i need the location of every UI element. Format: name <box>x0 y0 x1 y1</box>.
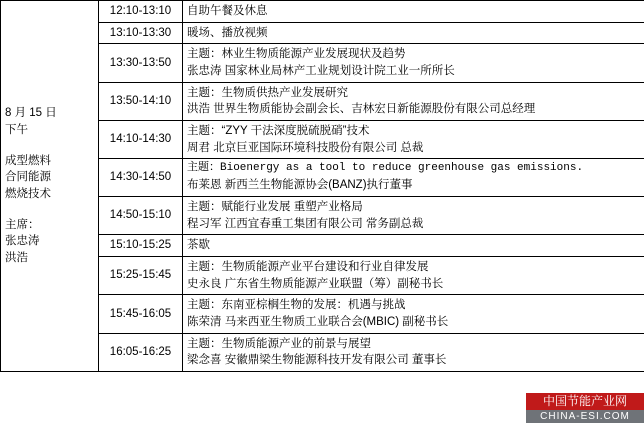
speaker-line: 张忠涛 国家林业局林产工业规划设计院工业一所所长 <box>187 65 455 78</box>
topic-line: 主题：生物质能源产业的前景与展望 <box>187 337 371 350</box>
topic-line: 自助午餐及休息 <box>187 5 268 17</box>
time-cell: 14:10-14:30 <box>99 121 183 159</box>
time-cell: 14:30-14:50 <box>99 159 183 197</box>
topic-line: 主题：生物质供热产业发展研究 <box>187 86 348 99</box>
topic-line: 主题：东南亚棕榈生物的发展：机遇与挑战 <box>187 299 406 312</box>
time-cell: 13:30-13:50 <box>99 44 183 82</box>
day-line: 8 月 15 日 <box>5 107 57 120</box>
topic-cell <box>183 82 644 120</box>
speaker-line: 陈荣清 马来西亚生物质工业联合会(MBIC) 副秘书长 <box>187 316 449 329</box>
table-row <box>1 1 644 23</box>
time-cell: 13:50-14:10 <box>99 82 183 120</box>
topic-line: 主题：林业生物质能源产业发展现状及趋势 <box>187 48 406 61</box>
topic-line: 主题：“ZYY 干法深度脱硫脱硝”技术 <box>187 125 370 138</box>
topic-line: 茶歇 <box>187 239 210 252</box>
time-cell: 15:10-15:25 <box>99 235 183 257</box>
site-watermark <box>526 393 644 423</box>
schedule-table-body <box>1 1 644 372</box>
day-label-block <box>5 105 94 266</box>
topic-cell <box>183 196 644 234</box>
day-line: 张忠涛 <box>5 235 40 248</box>
time-cell: 15:25-15:45 <box>99 257 183 295</box>
speaker-line: 周君 北京巨亚国际环境科技股份有限公司 总裁 <box>187 141 424 154</box>
speaker-line: 布莱恩 新西兰生物能源协会(BANZ)执行董事 <box>187 179 413 192</box>
topic-cell <box>183 1 644 23</box>
topic-cell <box>183 235 644 257</box>
watermark-site-name: 中国节能产业网 <box>526 393 644 410</box>
time-cell: 15:45-16:05 <box>99 295 183 333</box>
topic-cell <box>183 22 644 44</box>
topic-line: 主题：赋能行业发展 重塑产业格局 <box>187 200 363 213</box>
day-column-cell <box>1 1 99 372</box>
day-line: 成型燃料 <box>5 154 51 167</box>
time-cell: 13:10-13:30 <box>99 22 183 44</box>
topic-line-english: 主题：Bioenergy as a tool to reduce greenhouse gas emissions. <box>187 162 584 175</box>
topic-line: 暖场、播放视频 <box>187 26 268 39</box>
time-cell: 16:05-16:25 <box>99 333 183 371</box>
speaker-line: 史永良 广东省生物质能源产业联盟（筹）副秘书长 <box>187 277 444 290</box>
speaker-line: 梁念喜 安徽鼎梁生物能源科技开发有限公司 董事长 <box>187 354 447 367</box>
speaker-line: 洪浩 世界生物质能协会副会长、吉林宏日新能源股份有限公司总经理 <box>187 103 536 116</box>
day-line: 洪浩 <box>5 252 28 265</box>
day-line: 合同能源 <box>5 171 51 184</box>
topic-cell <box>183 121 644 159</box>
topic-cell <box>183 257 644 295</box>
topic-cell <box>183 159 644 197</box>
day-spacer <box>5 139 94 153</box>
topic-cell <box>183 295 644 333</box>
time-cell: 12:10-13:10 <box>99 1 183 23</box>
topic-cell <box>183 44 644 82</box>
day-line: 下午 <box>5 124 28 136</box>
time-cell: 14:50-15:10 <box>99 196 183 234</box>
day-spacer <box>5 203 94 217</box>
watermark-site-url: CHINA-ESI.COM <box>526 410 644 423</box>
topic-line: 主题：生物质能源产业平台建设和行业自律发展 <box>187 261 429 273</box>
speaker-line: 程习军 江西宜春重工集团有限公司 常务副总裁 <box>187 217 424 230</box>
day-line: 主席： <box>5 218 40 231</box>
day-line: 燃烧技术 <box>5 188 51 201</box>
topic-cell <box>183 333 644 371</box>
